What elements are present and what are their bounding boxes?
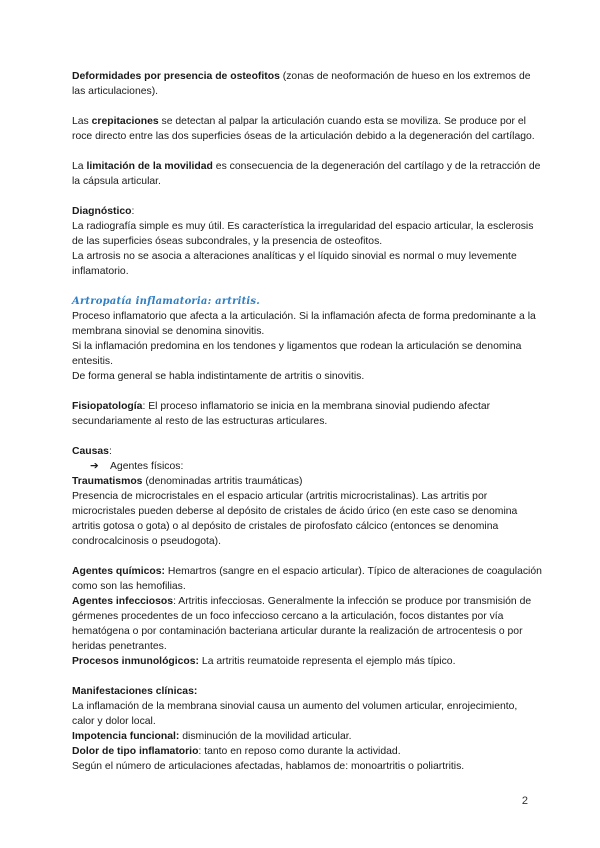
paragraph-text: (denominadas artritis traumáticas) [142,476,303,487]
paragraph-text: : El proceso inflamatorio se inicia en la membrana sinovial pudiendo afectar secundariamente al resto de las estructuras articulares. [72,401,491,427]
bold-term-inmunologicos: Procesos inmunológicos: [72,656,200,667]
heading-text: Manifestaciones clínicas: [72,686,198,697]
paragraph-text: Hemartros (sangre en el espacio articular). Típico de alteraciones de coagulación como son las hemofilias. [72,566,542,592]
paragraph-agentes-quimicos [72,564,542,594]
heading-text: Diagnóstico [72,206,132,217]
bold-term-infecciosos: Agentes infecciosos [72,596,174,607]
paragraph-text: es consecuencia de la degeneración del cartílago y de la retracción de la cápsula articular. [72,161,541,187]
artropatia-line-2: Si la inflamación predomina en los tendones y ligamentos que rodean la articulación se denomina entesitis. [72,341,522,367]
bold-term-traumatismos: Traumatismos [72,476,143,487]
heading-colon: : [131,206,135,217]
paragraph-osteofitos [72,69,542,99]
artropatia-line-3: De forma general se habla indistintamente de artritis o sinovitis. [72,371,365,382]
bold-term-crepitaciones: crepitaciones [91,116,159,127]
paragraph-microcristales: Presencia de microcristales en el espacio articular (artritis microcristalinas). Las artritis por microcristales pueden deberse al depósito de cristales de ácido úrico (en este caso se denomina artritis gotosa o gota) o al depósito de cristales de pirofosfato cálcico (entonces se denomina condrocalcinosis o pseudogota). [72,491,518,547]
paragraph-procesos-inmunologicos [72,654,542,669]
bullet-agentes-fisicos [72,459,542,474]
document-page [72,69,542,774]
paragraph-crepitaciones [72,114,542,144]
heading-colon: : [108,446,112,457]
manifestaciones-last-line: Según el número de articulaciones afectadas, hablamos de: monoartritis o poliartritis. [72,761,465,772]
diagnostico-line-1: La radiografía simple es muy útil. Es característica la irregularidad del espacio articular, la esclerosis de las superficies óseas subcondrales, y la presencia de osteofitos. [72,221,534,247]
heading-manifestaciones [72,684,542,699]
bullet-text: Agentes físicos: [110,461,184,472]
paragraph-limitacion [72,159,542,189]
section-title-artropatia: Artropatía inflamatoria: artritis. [72,296,260,307]
bold-term-dolor: Dolor de tipo inflamatorio [72,746,199,757]
page-number: 2 [521,795,528,807]
bold-term-impotencia: Impotencia funcional: [72,731,180,742]
paragraph-text: : Artritis infecciosas. Generalmente la infección se produce por transmisión de gérmenes procedentes de un foco infeccioso cercano a la articulación, focos distantes por vía hematógena o por contaminación bacteriana articular durante la realización de artrocentesis o por heridas penetrantes. [72,596,532,652]
heading-diagnostico [72,204,542,219]
paragraph-text: La [72,161,87,172]
artropatia-line-1: Proceso inflamatorio que afecta a la articulación. Si la inflamación afecta de forma predominante a la membrana sinovial se denomina sinovitis. [72,311,536,337]
manifestaciones-line-1: La inflamación de la membrana sinovial causa un aumento del volumen articular, enrojecimiento, calor y dolor local. [72,701,518,727]
paragraph-text: (zonas de neoformación de hueso en los extremos de las articulaciones). [72,71,531,97]
paragraph-text: Las [72,116,92,127]
paragraph-impotencia [72,729,542,744]
paragraph-text: disminución de la movilidad articular. [179,731,352,742]
paragraph-agentes-infecciosos [72,594,542,654]
heading-causas [72,444,542,459]
bold-term-quimicos: Agentes químicos: [72,566,165,577]
bold-term-fisiopatologia: Fisiopatología [72,401,143,412]
diagnostico-line-2: La artrosis no se asocia a alteraciones analíticas y el líquido sinovial es normal o muy levemente inflamatorio. [72,251,517,277]
paragraph-dolor [72,744,542,759]
paragraph-text: : tanto en reposo como durante la actividad. [198,746,401,757]
heading-text: Causas [72,446,109,457]
bold-term-limitacion: limitación de la movilidad [86,161,213,172]
paragraph-text: La artritis reumatoide representa el ejemplo más típico. [199,656,456,667]
paragraph-traumatismos [72,474,542,489]
bold-term-deformidades: Deformidades por presencia de osteofitos [72,71,280,82]
paragraph-fisiopatologia [72,399,542,429]
paragraph-text: se detectan al palpar la articulación cuando esta se moviliza. Se produce por el roce directo entre las dos superficies óseas de la articulación debido a la degeneración del cartílago. [72,116,535,142]
arrow-bullet-icon: ➔ [90,460,99,472]
